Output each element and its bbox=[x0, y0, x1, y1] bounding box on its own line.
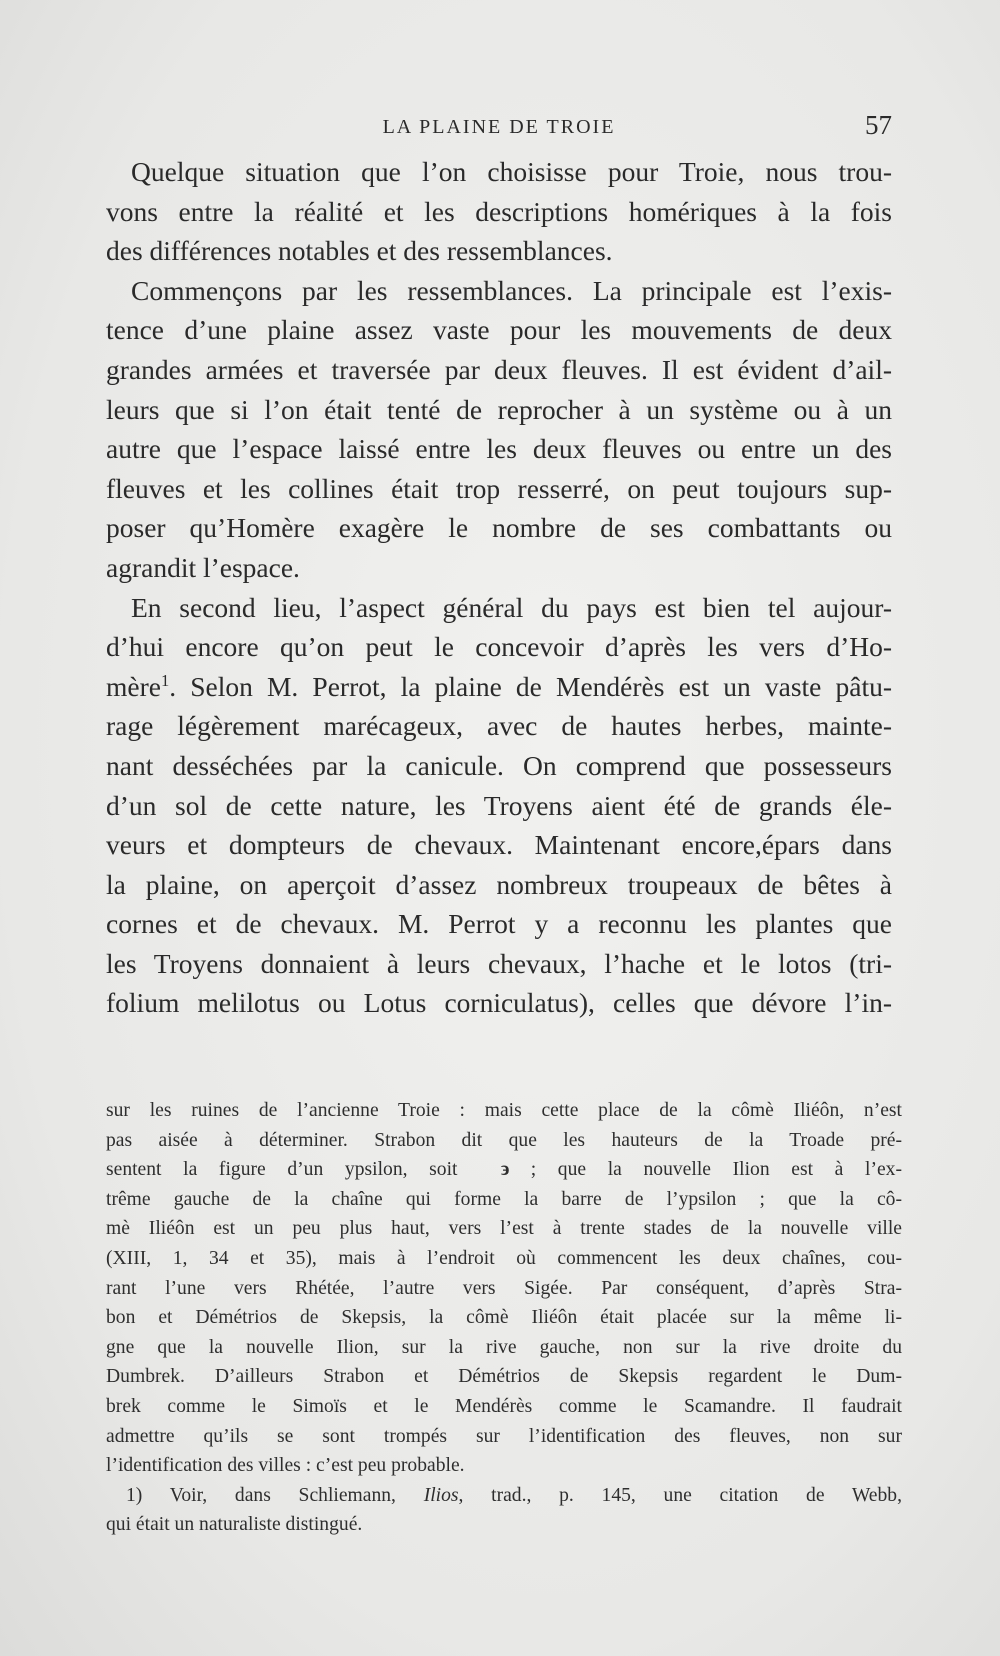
text-fragment: . Selon M. Perrot, la plaine de Mendérès est un vaste pâtu- bbox=[169, 670, 892, 702]
footnote-line: qui était un naturaliste distingué. bbox=[106, 1514, 363, 1536]
footnote-line: l’identification des villes : c’est peu probable. bbox=[106, 1455, 465, 1477]
footnote-marker: 1 bbox=[160, 670, 170, 690]
footnote-fragment: Voir, dans Schliemann, bbox=[169, 1484, 396, 1506]
text-line: tence d’une plaine assez vaste pour les mouvements de deux bbox=[106, 314, 892, 346]
text-line: d’un sol de cette nature, les Troyens aient été de grands éle- bbox=[106, 789, 892, 821]
footnote-fragment: ; que la nouvelle Ilion est à l’ex- bbox=[530, 1159, 903, 1181]
ypsilon-symbol: ϵ bbox=[500, 1159, 510, 1181]
text-line: nant desséchées par la canicule. On comprend que possesseurs bbox=[106, 749, 892, 781]
text-line: veurs et dompteurs de chevaux. Maintenant encore,épars dans bbox=[106, 829, 892, 861]
running-head bbox=[106, 110, 892, 144]
text-line: vons entre la réalité et les descriptions homériques à la fois bbox=[106, 195, 892, 227]
footnote-1-marker: 1) bbox=[126, 1484, 143, 1506]
text-line: agrandit l’espace. bbox=[106, 551, 300, 583]
text-line: folium melilotus ou Lotus corniculatus), celles que dévore l’in- bbox=[106, 987, 892, 1019]
book-title-ilios: Ilios bbox=[423, 1484, 459, 1506]
footnote-line: (XIII, 1, 34 et 35), mais à l’endroit où commencent les deux chaînes, cou- bbox=[106, 1247, 902, 1269]
footnote-line: admettre qu’ils se sont trompés sur l’identification des fleuves, non sur bbox=[106, 1425, 902, 1447]
text-line: Commençons par les ressemblances. La principale est l’exis- bbox=[131, 274, 892, 306]
footnote-line: bon et Démétrios de Skepsis, la cômè Iliéôn était placée sur la même li- bbox=[106, 1307, 902, 1329]
text-line: leurs que si l’on était tenté de reprocher à un système ou à un bbox=[106, 393, 892, 425]
text-line: grandes armées et traversée par deux fleuves. Il est évident d’ail- bbox=[106, 353, 892, 385]
footnote-fragment: sentent la figure d’un ypsilon, soit bbox=[106, 1159, 458, 1181]
text-line: En second lieu, l’aspect général du pays est bien tel aujour- bbox=[131, 591, 892, 623]
running-head-title: LA PLAINE DE TROIE bbox=[382, 116, 616, 138]
text-line: rage légèrement marécageux, avec de hautes herbes, mainte- bbox=[106, 710, 892, 742]
text-line: la plaine, on aperçoit d’assez nombreux troupeaux de bêtes à bbox=[106, 868, 892, 900]
text-line: Quelque situation que l’on choisisse pour Troie, nous trou- bbox=[131, 156, 892, 187]
footnote-line: sur les ruines de l’ancienne Troie : mais cette place de la cômè Iliéôn, n’est bbox=[106, 1100, 902, 1121]
main-text bbox=[106, 152, 892, 1023]
text-line: les Troyens donnaient à leurs chevaux, l’hache et le lotos (tri- bbox=[106, 947, 892, 979]
footnote-line-with-symbol bbox=[106, 1155, 902, 1185]
text-line: poser qu’Homère exagère le nombre de ses combattants ou bbox=[106, 512, 892, 544]
footnote-line: gne que la nouvelle Ilion, sur la rive gauche, non sur la rive droite du bbox=[106, 1336, 902, 1358]
footnotes bbox=[106, 1096, 902, 1540]
text-line-with-footnote bbox=[106, 667, 892, 707]
text-line: autre que l’espace laissé entre les deux fleuves ou entre un des bbox=[106, 433, 892, 465]
text-fragment: mère bbox=[106, 670, 161, 702]
footnote-line: trême gauche de la chaîne qui forme la barre de l’ypsilon ; que la cô- bbox=[106, 1188, 902, 1210]
footnote-line: brek comme le Simoïs et le Mendérès comme le Scamandre. Il faudrait bbox=[106, 1395, 902, 1417]
footnote-line: rant l’une vers Rhétée, l’autre vers Sigée. Par conséquent, d’après Stra- bbox=[106, 1277, 902, 1299]
text-line: des différences notables et des ressemblances. bbox=[106, 235, 613, 267]
footnote-line: Dumbrek. D’ailleurs Strabon et Démétrios de Skepsis regardent le Dum- bbox=[106, 1366, 902, 1388]
footnote-line: mè Iliéôn est un peu plus haut, vers l’est à trente stades de la nouvelle ville bbox=[106, 1218, 902, 1240]
text-line: cornes et de chevaux. M. Perrot y a reconnu les plantes que bbox=[106, 908, 892, 940]
page-number: 57 bbox=[865, 110, 892, 140]
footnote-fragment: , trad., p. 145, une citation de Webb, bbox=[458, 1484, 902, 1506]
text-line: fleuves et les collines était trop resserré, on peut toujours sup- bbox=[106, 472, 892, 504]
footnote-1 bbox=[106, 1481, 902, 1511]
text-line: d’hui encore qu’on peut le concevoir d’après les vers d’Ho- bbox=[106, 631, 892, 663]
footnote-line: pas aisée à déterminer. Strabon dit que les hauteurs de la Troade pré- bbox=[106, 1129, 902, 1151]
